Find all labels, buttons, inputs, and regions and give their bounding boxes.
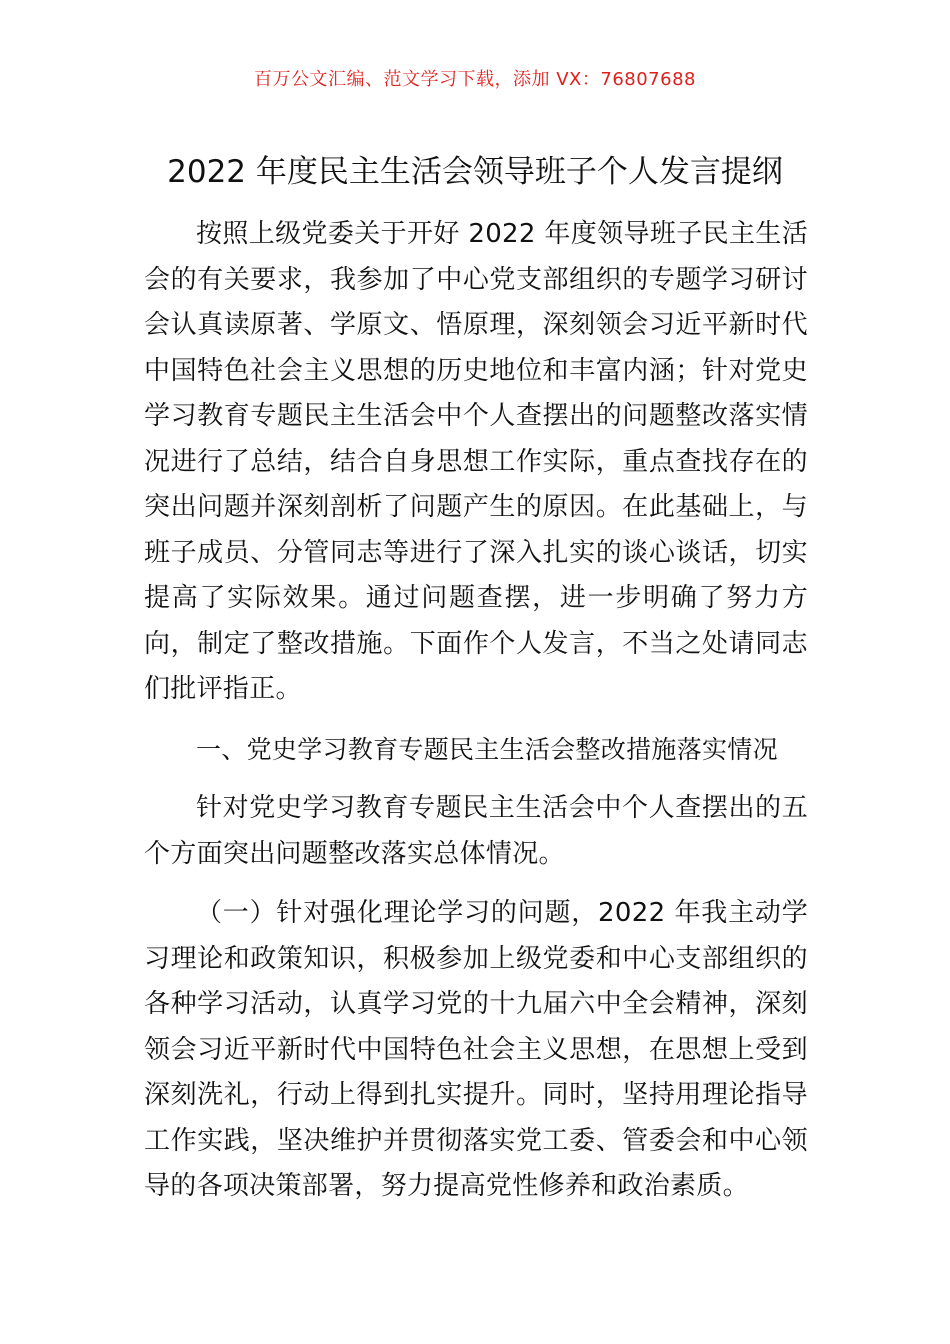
item-1-paragraph: （一）针对强化理论学习的问题，2022 年我主动学习理论和政策知识，积极参加上级党委和中心支部组织的各种学习活动，认真学习党的十九届六中全会精神，深刻领会习近平新时代中国特色社会主义思想，在思想上受到深刻洗礼，行动上得到扎实提升。同时，坚持用理论指导工作实践，坚决维护并贯彻落实党工委、管委会和中心领导的各项决策部署，努力提高党性修养和政治素质。: [144, 898, 808, 1201]
watermark-header-note: 百万公文汇编、范文学习下载，添加 VX：76807688: [254, 69, 696, 90]
document-title: 2022 年度民主生活会领导班子个人发言提纲: [167, 154, 783, 190]
section-summary-paragraph: 针对党史学习教育专题民主生活会中个人查摆出的五个方面突出问题整改落实总体情况。: [144, 793, 808, 869]
intro-paragraph: 按照上级党委关于开好 2022 年度领导班子民主生活会的有关要求，我参加了中心党支部组织的专题学习研讨会认真读原著、学原文、悟原理，深刻领会习近平新时代中国特色社会主义思想的历史地位和丰富内涵；针对党史学习教育专题民主生活会中个人查摆出的问题整改落实情况进行了总结，结合自身思想工作实际，重点查找存在的突出问题并深刻剖析了问题产生的原因。在此基础上，与班子成员、分管同志等进行了深入扎实的谈心谈话，切实提高了实际效果。通过问题查摆，进一步明确了努力方向，制定了整改措施。下面作个人发言，不当之处请同志们批评指正。: [144, 219, 808, 704]
section-heading-1: 一、党史学习教育专题民主生活会整改措施落实情况: [196, 734, 778, 764]
document-body: [144, 212, 808, 1210]
